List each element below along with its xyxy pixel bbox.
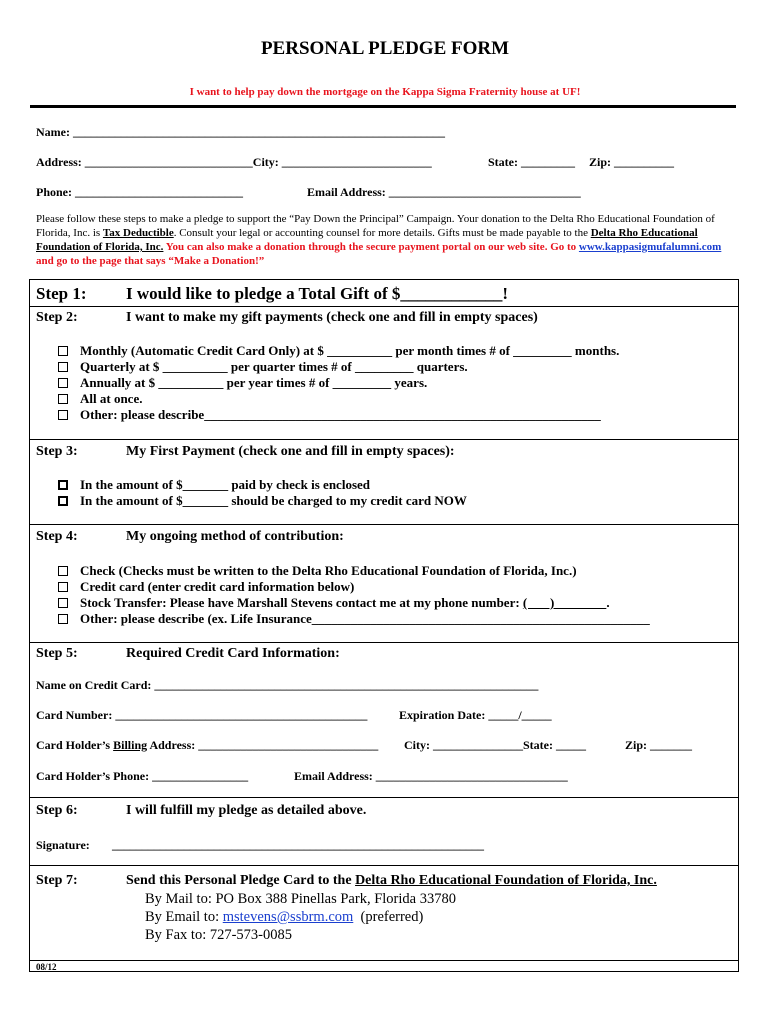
step4-divider [29, 642, 739, 643]
step2-divider [29, 439, 739, 440]
step4-option-other[interactable]: Other: please describe (ex. Life Insurance____________________________________________________ [58, 611, 650, 627]
step2-text: I want to make my gift payments (check one and fill in empty spaces) [126, 310, 538, 325]
card-number-field[interactable]: Card Number: __________________________________________ [36, 708, 368, 722]
website-link[interactable]: www.kappasigmufalumni.com [578, 241, 722, 253]
checkbox[interactable] [58, 410, 68, 420]
name-on-card-field[interactable]: Name on Credit Card: ________________________________________________________________ [36, 678, 539, 692]
email-address-line: By Email to: mstevens@ssbrm.com (preferred) [145, 909, 424, 925]
signature-line[interactable]: ______________________________________________________________ [112, 838, 484, 852]
step2-option-all-at-once[interactable]: All at once. [58, 391, 142, 407]
intro-red-2: and go to the page that says “Make a Donation!” [36, 255, 265, 267]
step1-label: Step 1: [36, 284, 87, 303]
step4-option-stock-transfer[interactable]: Stock Transfer: Please have Marshall Stevens contact me at my phone number: ( ) . [58, 595, 610, 611]
step4-option-credit-card[interactable]: Credit card (enter credit card information below) [58, 579, 354, 595]
step1-divider [29, 306, 739, 307]
phone-field[interactable]: Phone: ____________________________ [36, 185, 243, 199]
step3-divider [29, 524, 739, 525]
step2-option-quarterly[interactable]: Quarterly at $ __________ per quarter times # of _________ quarters. [58, 359, 468, 375]
step7-text: Send this Personal Pledge Card to the Delta Rho Educational Foundation of Florida, Inc. [126, 873, 657, 888]
step1-text[interactable]: I would like to pledge a Total Gift of $____________! [126, 284, 509, 303]
step3-option-credit-card[interactable]: In the amount of $_______ should be charged to my credit card NOW [58, 493, 467, 509]
card-zip-field[interactable]: Zip: _______ [625, 738, 693, 752]
checkbox[interactable] [58, 598, 68, 608]
step6-divider [29, 865, 739, 866]
form-version-code: 08/12 [36, 962, 57, 972]
checkbox[interactable] [58, 566, 68, 576]
stock-phone-field[interactable]: ( ) [522, 595, 607, 610]
step5-text: Required Credit Card Information: [126, 646, 340, 661]
step6-label: Step 6: [36, 803, 78, 818]
footer-divider [29, 960, 739, 961]
intro-text-1: Please follow these steps to make a pledge to support the “Pay Down the Principal” Campaign. Your donation to the Delta Rho Educational Foundation of Florida, Inc. is [36, 213, 715, 239]
step4-label: Step 4: [36, 529, 78, 544]
checkbox[interactable] [58, 346, 68, 356]
step3-option-check[interactable]: In the amount of $_______ paid by check is enclosed [58, 477, 370, 493]
mail-address: By Mail to: PO Box 388 Pinellas Park, Florida 33780 [145, 891, 456, 907]
name-field[interactable]: Name: ______________________________________________________________ [36, 125, 445, 139]
signature-label: Signature: [36, 838, 90, 852]
step5-label: Step 5: [36, 646, 78, 661]
email-field[interactable]: Email Address: ________________________________ [307, 185, 581, 199]
step4-option-check[interactable]: Check (Checks must be written to the Delta Rho Educational Foundation of Florida, Inc.) [58, 563, 577, 579]
checkbox[interactable] [58, 378, 68, 388]
checkbox[interactable] [58, 362, 68, 372]
intro-text-2: . Consult your legal or accounting counsel for more details. Gifts must be made payable to the [173, 227, 591, 239]
intro-paragraph [36, 212, 736, 268]
fax-number: By Fax to: 727-573-0085 [145, 927, 293, 943]
expiration-field[interactable]: Expiration Date: _____/_____ [399, 708, 552, 722]
step2-option-annually[interactable]: Annually at $ __________ per year times # of _________ years. [58, 375, 427, 391]
page-title: PERSONAL PLEDGE FORM [260, 38, 510, 59]
payee-name: Delta Rho Educational Foundation of Florida, Inc. [36, 227, 698, 253]
zip-field[interactable]: Zip: __________ [589, 155, 675, 169]
page-subtitle: I want to help pay down the mortgage on the Kappa Sigma Fraternity house at UF! [189, 86, 581, 98]
step2-option-monthly[interactable]: Monthly (Automatic Credit Card Only) at $ __________ per month times # of _________ months. [58, 343, 619, 359]
step4-text: My ongoing method of contribution: [126, 529, 344, 544]
checkbox[interactable] [58, 480, 68, 490]
step3-label: Step 3: [36, 444, 78, 459]
card-email-field[interactable]: Email Address: ________________________________ [294, 769, 568, 783]
intro-red-1: You can also make a donation through the secure payment portal on our web site. Go to [163, 241, 579, 253]
billing-address-field[interactable]: Card Holder’s Billing Address: ______________________________ [36, 738, 379, 752]
step5-divider [29, 797, 739, 798]
checkbox[interactable] [58, 614, 68, 624]
tax-deductible: Tax Deductible [102, 227, 174, 239]
email-link[interactable]: mstevens@ssbrm.com [222, 909, 354, 925]
checkbox[interactable] [58, 496, 68, 506]
header-divider [30, 105, 736, 108]
card-holder-phone-field[interactable]: Card Holder’s Phone: ________________ [36, 769, 249, 783]
step7-label: Step 7: [36, 873, 78, 888]
step3-text: My First Payment (check one and fill in empty spaces): [126, 444, 455, 459]
step6-text: I will fulfill my pledge as detailed above. [126, 803, 367, 818]
checkbox[interactable] [58, 582, 68, 592]
card-city-state-field[interactable]: City: _______________State: _____ [404, 738, 586, 752]
address-field[interactable]: Address: ____________________________City: _________________________ [36, 155, 432, 169]
state-field[interactable]: State: _________ [488, 155, 575, 169]
checkbox[interactable] [58, 394, 68, 404]
step2-option-other[interactable]: Other: please describe_____________________________________________________________ [58, 407, 601, 423]
step2-label: Step 2: [36, 310, 78, 325]
